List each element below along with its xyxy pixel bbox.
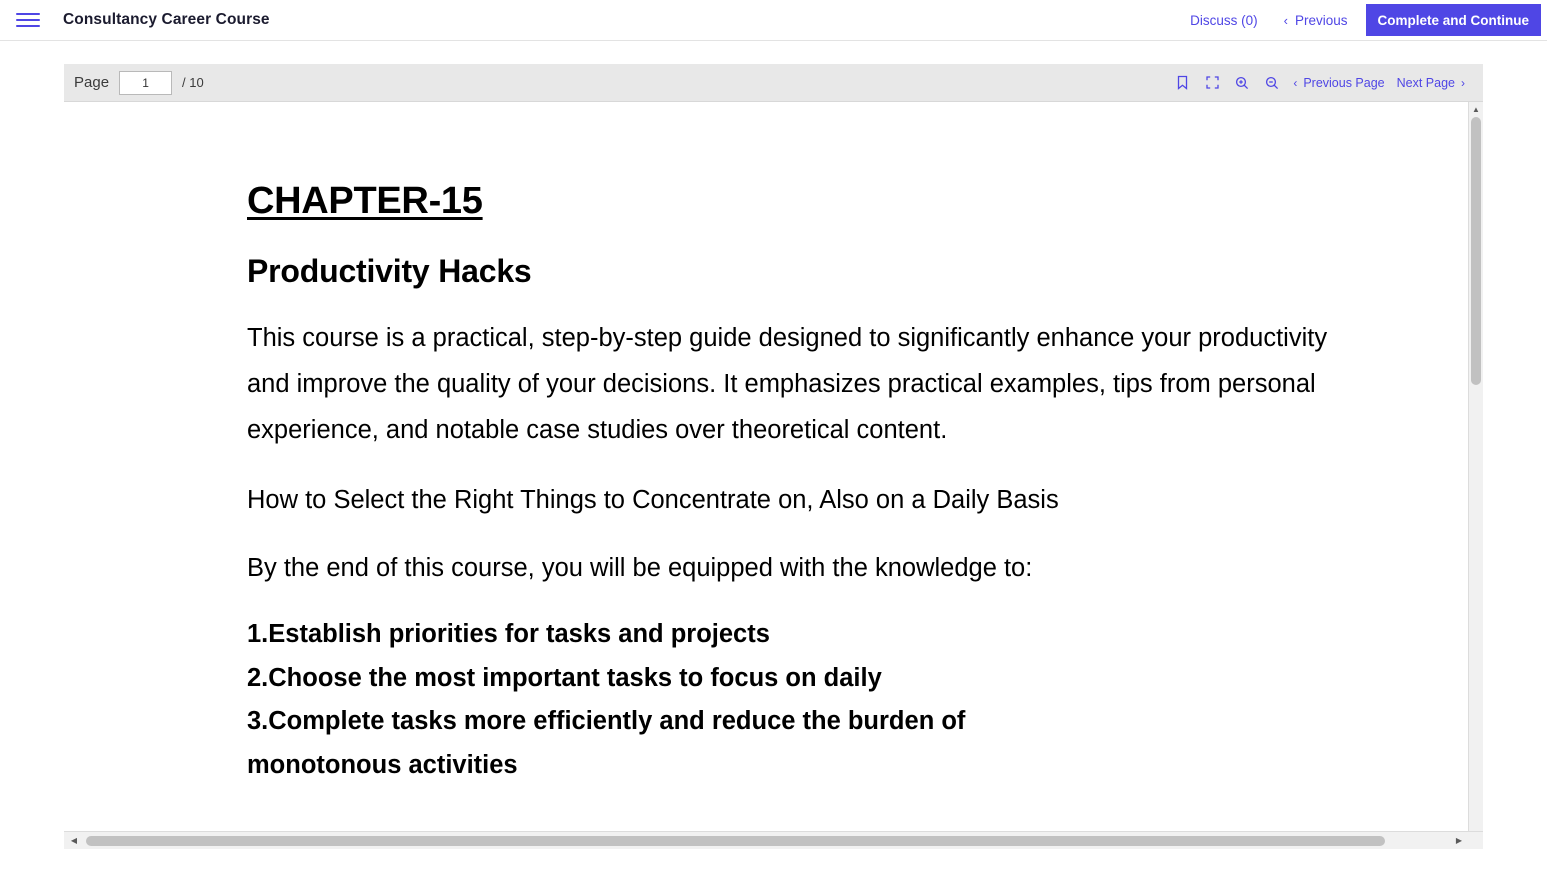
chevron-right-icon: › xyxy=(1461,75,1465,90)
pdf-page-area[interactable] xyxy=(64,102,1483,849)
document-chapter-heading: CHAPTER-15 xyxy=(247,180,483,222)
bookmark-icon[interactable] xyxy=(1167,70,1197,96)
scroll-right-arrow-icon[interactable]: ▶ xyxy=(1455,836,1463,845)
vertical-scrollbar-thumb[interactable] xyxy=(1471,117,1481,385)
lesson-viewer xyxy=(0,41,1547,870)
fullscreen-icon[interactable] xyxy=(1197,70,1227,96)
hamburger-icon[interactable] xyxy=(16,7,42,33)
top-app-bar xyxy=(0,0,1547,41)
app-bar-actions xyxy=(1190,0,1547,40)
zoom-in-icon[interactable] xyxy=(1227,70,1257,96)
document-title: Productivity Hacks xyxy=(247,253,532,289)
list-item: monotonous activities xyxy=(247,750,518,779)
horizontal-scrollbar-thumb[interactable] xyxy=(86,836,1385,846)
previous-page-button[interactable] xyxy=(1287,76,1390,90)
hamburger-bar xyxy=(16,19,40,21)
pdf-toolbar-actions xyxy=(1167,70,1471,96)
scroll-up-arrow-icon[interactable]: ▲ xyxy=(1472,105,1480,114)
discuss-link[interactable]: Discuss (0) xyxy=(1190,12,1258,28)
list-item: 2.Choose the most important tasks to focus on daily xyxy=(247,663,882,692)
previous-page-label: Previous Page xyxy=(1303,75,1385,90)
chevron-left-icon: ‹ xyxy=(1283,12,1288,28)
hamburger-bar xyxy=(16,13,40,15)
vertical-scrollbar[interactable] xyxy=(1468,102,1483,849)
document-objectives-list xyxy=(247,613,1354,787)
pdf-toolbar xyxy=(64,64,1483,102)
scroll-left-arrow-icon[interactable]: ◀ xyxy=(70,836,78,845)
list-item: 1.Establish priorities for tasks and projects xyxy=(247,620,770,648)
page-total-label: / 10 xyxy=(182,75,204,90)
pdf-viewer-frame xyxy=(64,64,1483,849)
next-page-label: Next Page xyxy=(1396,75,1455,90)
page-label: Page xyxy=(74,74,110,91)
chevron-left-icon: ‹ xyxy=(1293,75,1298,90)
course-title: Consultancy Career Course xyxy=(63,11,270,28)
pdf-page-content xyxy=(64,102,1354,787)
hamburger-bar xyxy=(16,25,40,27)
document-paragraph-3: By the end of this course, you will be equipped with the knowledge to: xyxy=(247,554,1033,582)
page-number-input[interactable] xyxy=(119,71,172,95)
next-page-button[interactable] xyxy=(1391,76,1471,90)
previous-lesson-label: Previous xyxy=(1294,12,1348,28)
page-clip-mask xyxy=(64,821,1468,831)
document-paragraph-1: This course is a practical, step-by-step guide designed to significantly enhance your productivity and improve the quality of your decisions. It emphasizes practical examples, tips from personal experience, and notable case studies over theoretical content. xyxy=(247,324,1328,444)
complete-and-continue-button[interactable]: Complete and Continue xyxy=(1366,4,1542,36)
list-item: 3.Complete tasks more efficiently and reduce the burden of xyxy=(247,707,966,735)
document-paragraph-2: How to Select the Right Things to Concentrate on, Also on a Daily Basis xyxy=(247,486,1059,514)
zoom-out-icon[interactable] xyxy=(1257,70,1287,96)
horizontal-scrollbar[interactable] xyxy=(64,831,1483,849)
previous-lesson-button[interactable] xyxy=(1284,13,1348,28)
